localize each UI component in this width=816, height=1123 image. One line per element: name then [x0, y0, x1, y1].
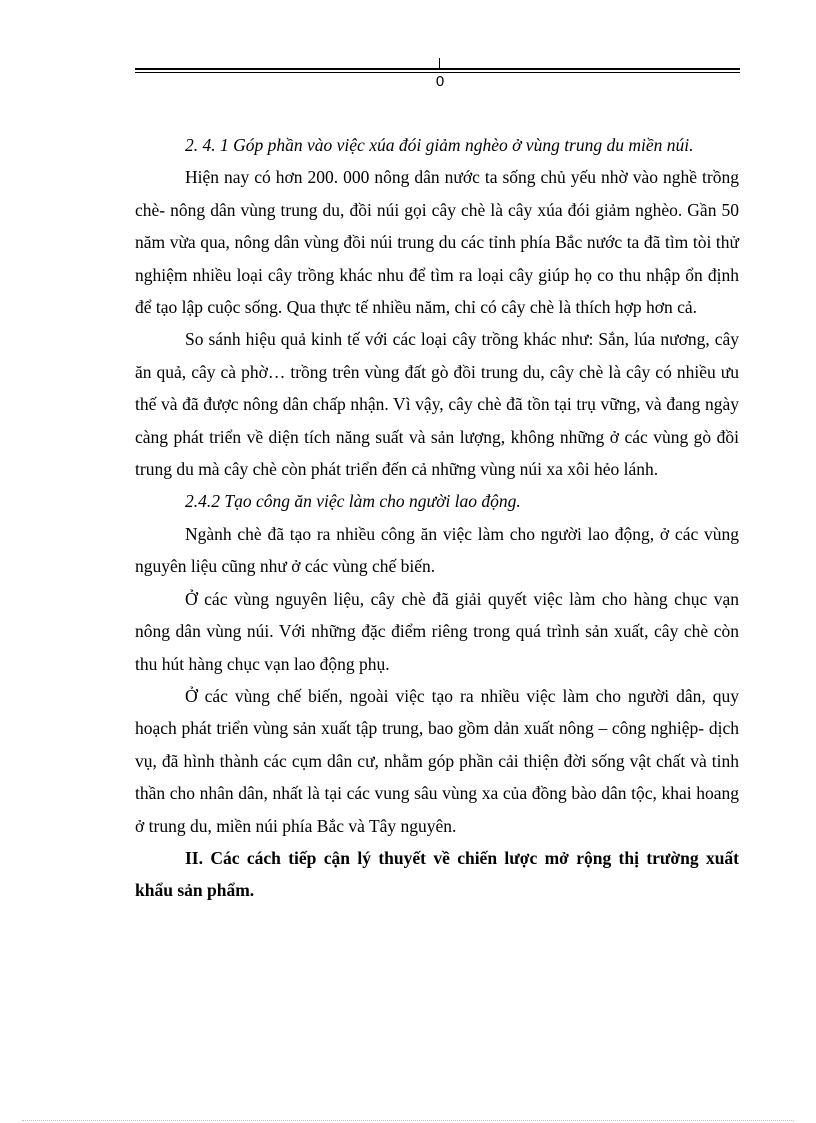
paragraph: Ở các vùng chế biến, ngoài việc tạo ra nhiều việc làm cho người dân, quy hoạch phát triển vùng sản xuất tập trung, bao gồm dản xuất nông – công nghiệp- dịch vụ, đã hình thành các cụm dân cư, nhằm góp phần cải thiện đời sống vật chất và tinh thần cho nhân dân, nhất là tại các vung sâu vùng xa của đồng bào dân tộc, khai hoang ở trung du, miền núi phía Bắc và Tây nguyên. — [135, 685, 739, 836]
document-body — [135, 129, 739, 907]
header-tick-mark — [439, 58, 440, 69]
paragraph: So sánh hiệu quả kinh tế với các loại cây trồng khác như: Sắn, lúa nương, cây ăn quả, cây cà phờ… trồng trên vùng đất gò đồi trung du, cây chè là cây có nhiều ưu thế và đã được nông dân chấp nhận. Vì vậy, cây chè đã tồn tại trụ vững, và đang ngày càng phát triển về diện tích năng suất và sản lượng, không những ở các vùng gò đồi trung du mà cây chè còn phát triển đến cả những vùng núi xa xôi hẻo lánh. — [135, 329, 739, 480]
section-heading-II: II. Các cách tiếp cận lý thuyết về chiến lược mở rộng thị trường xuất khẩu sản phẩm. — [135, 847, 739, 901]
header-rule-thick — [135, 68, 740, 70]
page-number: 0 — [435, 73, 445, 90]
section-heading-2-4-2: 2.4.2 Tạo công ăn việc làm cho người lao động. — [185, 491, 521, 512]
footer-dotted-line — [22, 1120, 794, 1121]
paragraph: Hiện nay có hơn 200. 000 nông dân nước ta sống chủ yếu nhờ vào nghề trồng chè- nông dân vùng trung du, đồi núi gọi cây chè là cây xúa đói giảm nghèo. Gần 50 năm vừa qua, nông dân vùng đồi núi trung du các tỉnh phía Bắc nước ta đã tìm tòi thử nghiệm nhiều loại cây trồng khác nhu để tìm ra loại cây giúp họ co thu nhập ổn định để tạo lập cuộc sống. Qua thực tế nhiều năm, chỉ có cây chè là thích hợp hơn cả. — [135, 167, 739, 318]
section-heading-2-4-1: 2. 4. 1 Góp phần vào việc xúa đói giảm nghèo ở vùng trung du miền núi. — [185, 135, 694, 155]
paragraph: Ở các vùng nguyên liệu, cây chè đã giải quyết việc làm cho hàng chục vạn nông dân vùng núi. Với những đặc điểm riêng trong quá trình sản xuất, cây chè còn thu hút hàng chục vạn lao động phụ. — [135, 588, 739, 674]
paragraph: Ngành chè đã tạo ra nhiều công ăn việc làm cho người lao động, ở các vùng nguyên liệu cũng như ở các vùng chế biến. — [135, 523, 739, 577]
